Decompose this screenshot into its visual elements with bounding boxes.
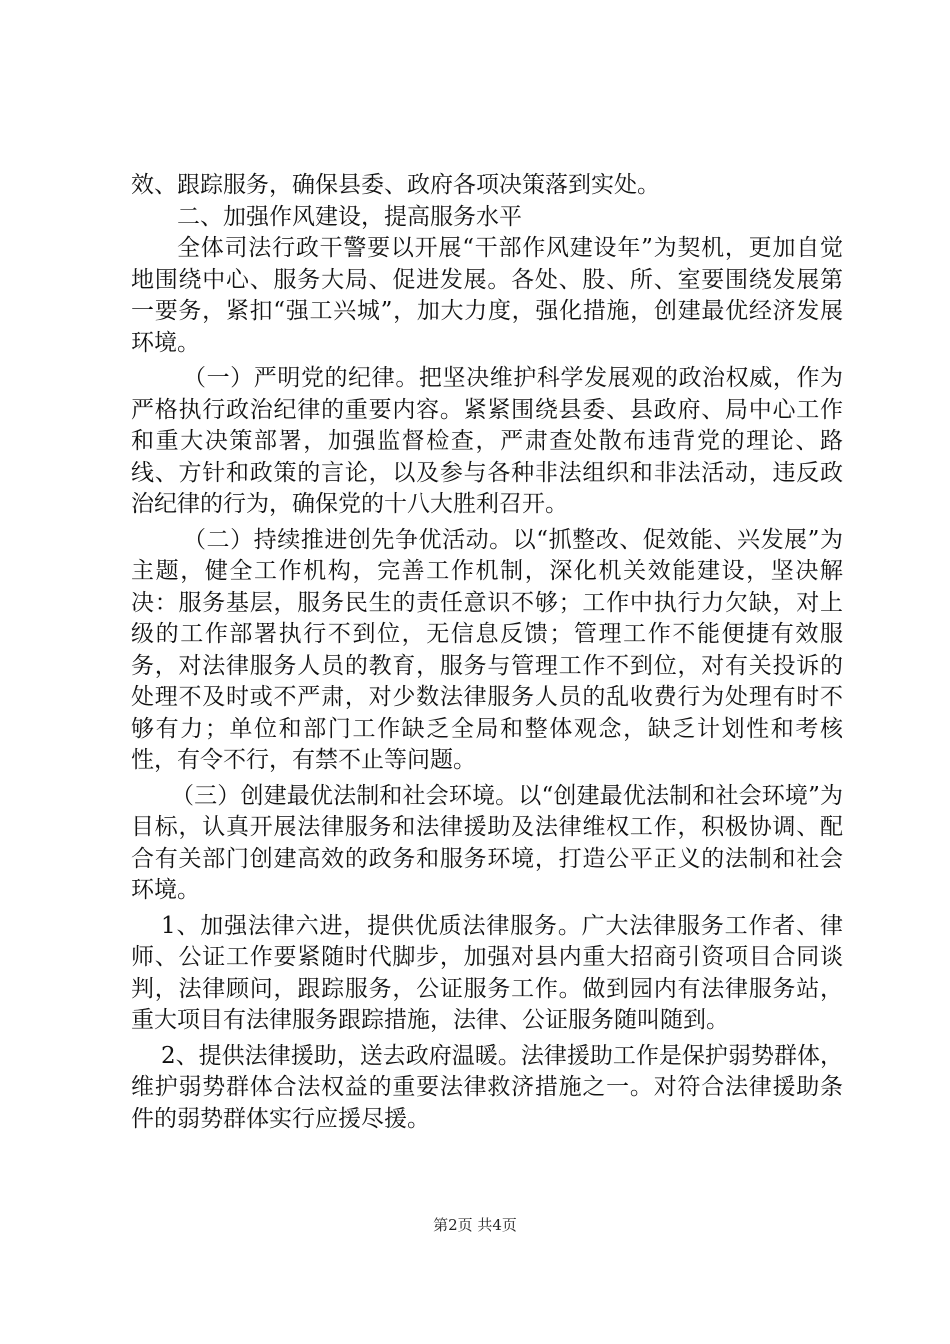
paragraph-subitem-1: 1、加强法律六进，提供优质法律服务。广大法律服务工作者、律师、公证工作要紧随时代脚步，加强对县内重大招商引资项目合同谈判，法律顾问，跟踪服务，公证服务工作。做到园内有法律服务站，重大项目有法律服务跟踪措施，法律、公证服务随叫随到。 — [131, 912, 843, 1033]
section-heading: 二、加强作风建设，提高服务水平 — [177, 203, 522, 230]
paragraph-subitem-2: 2、提供法律援助，送去政府温暖。法律援助工作是保护弱势群体，维护弱势群体合法权益的重要法律救济措施之一。对符合法律援助条件的弱势群体实行应援尽援。 — [131, 1042, 843, 1132]
document-body — [131, 170, 843, 1135]
paragraph-intro: 全体司法行政干警要以开展“干部作风建设年”为契机，更加自觉地围绕中心、服务大局、促进发展。各处、股、所、室要围绕发展第一要务，紧扣“强工兴城”，加大力度，强化措施，创建最优经济发展环境。 — [131, 235, 843, 356]
paragraph-item-1: （一）严明党的纪律。把坚决维护科学发展观的政治权威，作为严格执行政治纪律的重要内容。紧紧围绕县委、县政府、局中心工作和重大决策部署，加强监督检查，严肃查处散布违背党的理论、路线、方针和政策的言论，以及参与各种非法组织和非法活动，违反政治纪律的行为，确保党的十八大胜利召开。 — [131, 365, 843, 517]
paragraph-item-2: （二）持续推进创先争优活动。以“抓整改、促效能、兴发展”为主题，健全工作机构，完善工作机制，深化机关效能建设，坚决解决：服务基层，服务民生的责任意识不够；工作中执行力欠缺，对上级的工作部署执行不到位，无信息反馈；管理工作不能便捷有效服务，对法律服务人员的教育，服务与管理工作不到位，对有关投诉的处理不及时或不严肃，对少数法律服务人员的乱收费行为处理有时不够有力；单位和部门工作缺乏全局和整体观念，缺乏计划性和考核性，有令不行，有禁不止等问题。 — [131, 526, 843, 773]
page-number-label: 第2页 共4页 — [433, 1216, 517, 1234]
page-footer — [0, 1214, 950, 1235]
paragraph-item-3: （三）创建最优法制和社会环境。以“创建最优法制和社会环境”为目标，认真开展法律服务和法律援助及法律维权工作，积极协调、配合有关部门创建高效的政务和服务环境，打造公平正义的法制和社会环境。 — [131, 782, 843, 903]
paragraph-continuation: 效、跟踪服务，确保县委、政府各项决策落到实处。 — [131, 172, 660, 198]
